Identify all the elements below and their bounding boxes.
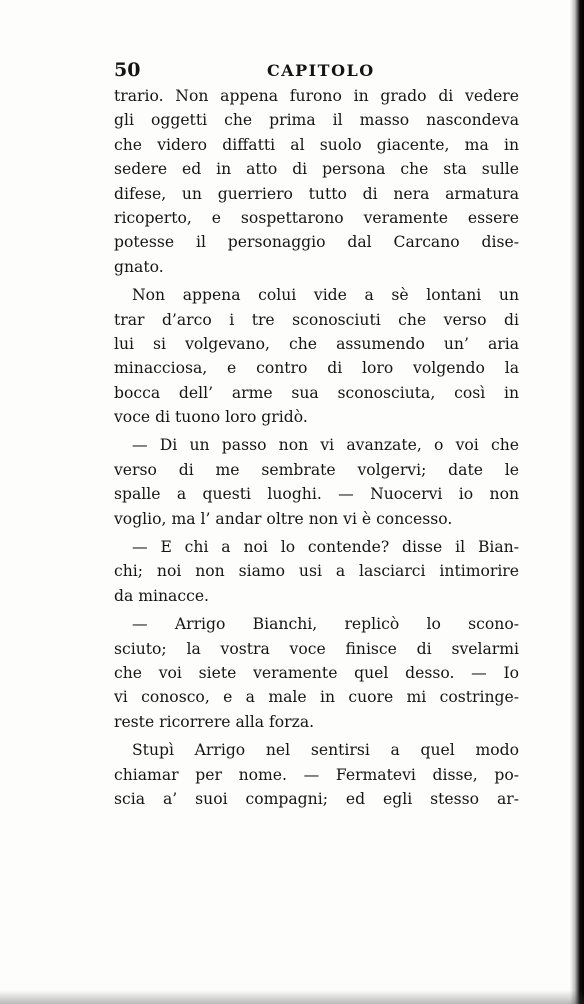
text-line: bocca dell’ arme sua sconosciuta, così in [114, 383, 519, 402]
text-line: gli oggetti che prima il masso nascondeva [114, 111, 519, 130]
text-line: chiamar per nome. — Fermatevi disse, po- [114, 765, 519, 784]
text-line: sciuto; la vostra voce finisce di svelarmi [114, 639, 519, 658]
book-spine-shadow [570, 0, 584, 1004]
text-line: Stupì Arrigo nel sentirsi a quel modo [132, 741, 519, 760]
text-line: minacciosa, e contro di loro volgendo la [114, 359, 519, 378]
body-text [114, 84, 519, 811]
text-line: scia a’ suoi compagni; ed egli stesso ar- [114, 789, 519, 808]
text-line: — Arrigo Bianchi, replicò lo scono- [132, 615, 519, 634]
text-line: spalle a questi luoghi. — Nuocervi io non [114, 485, 519, 504]
text-line: gnato. [114, 257, 164, 276]
text-line: trar d’arco i tre sconosciuti che verso di [114, 310, 519, 329]
text-line: — Di un passo non vi avanzate, o voi che [132, 436, 519, 455]
text-line: sedere ed in atto di persona che sta sulle [114, 160, 519, 179]
text-line: voce di tuono loro gridò. [114, 408, 308, 427]
text-line: da minacce. [114, 586, 210, 605]
text-line: voglio, ma l’ andar oltre non vi è concesso. [114, 509, 453, 528]
text-line: Non appena colui vide a sè lontani un [132, 286, 519, 305]
text-line: chi; noi non siamo usi a lasciarci intimorire [114, 562, 519, 581]
text-line: verso di me sembrate volgervi; date le [114, 460, 519, 479]
page-bottom-edge [0, 990, 584, 1004]
running-title: CAPITOLO [267, 61, 375, 80]
text-line: che videro diffatti al suolo giacente, ma in [114, 135, 519, 154]
text-line: ricoperto, e sospettarono veramente essere [114, 208, 519, 227]
text-line: trario. Non appena furono in grado di vedere [114, 87, 519, 105]
page-header [114, 59, 519, 83]
page-number: 50 [114, 59, 141, 81]
text-line: reste ricorrere alla forza. [114, 712, 315, 731]
text-line: lui si volgevano, che assumendo un’ aria [114, 334, 519, 353]
text-line: vi conosco, e a male in cuore mi costringe- [114, 688, 519, 707]
text-line: difese, un guerriero tutto di nera armatura [114, 184, 519, 203]
text-line: potesse il personaggio dal Carcano dise- [114, 233, 519, 252]
text-line: — E chi a noi lo contende? disse il Bian- [132, 538, 519, 557]
text-line: che voi siete veramente quel desso. — Io [114, 663, 519, 682]
